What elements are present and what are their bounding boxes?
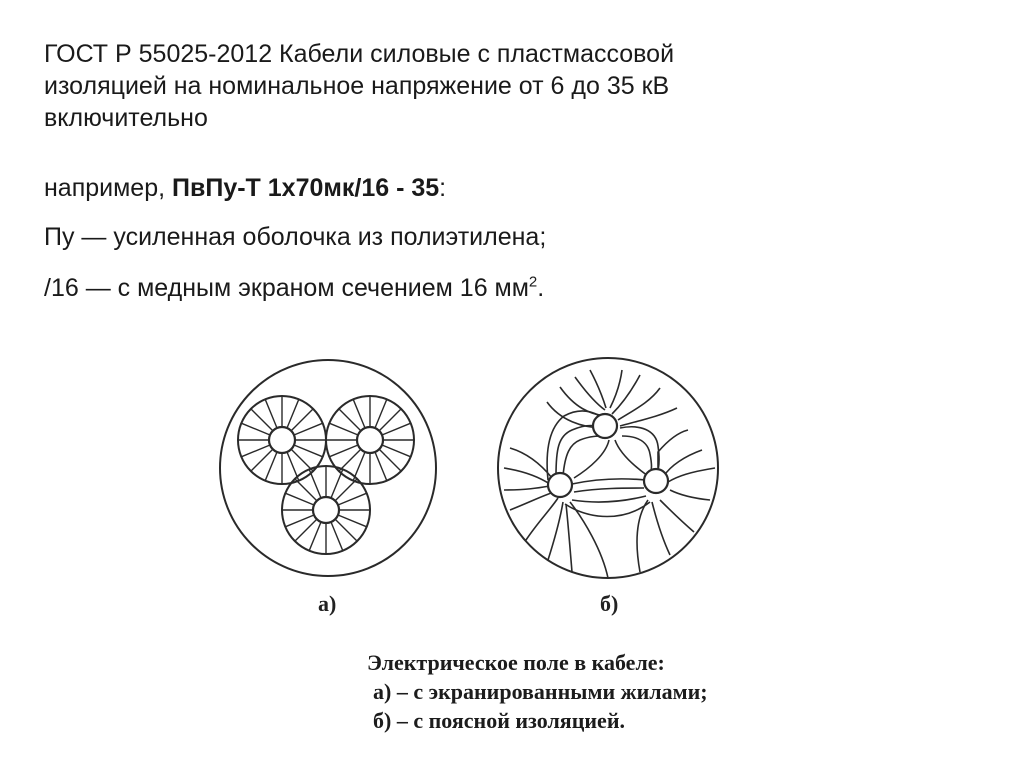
field-ray: [331, 469, 343, 498]
conductor: [313, 497, 339, 523]
field-ray: [338, 515, 367, 527]
example-suffix: :: [439, 174, 447, 202]
title-line-1: ГОСТ Р 55025-2012 Кабели силовые с пластмассовой: [44, 40, 675, 68]
example-prefix: например,: [44, 174, 173, 202]
screen-end: .: [537, 274, 545, 302]
field-ray: [265, 452, 277, 481]
screen-text: /16 — с медным экраном сечением 16 мм: [44, 274, 529, 302]
field-ray: [339, 409, 361, 431]
conductor: [269, 427, 295, 453]
field-ray: [379, 409, 401, 431]
field-ray: [241, 423, 270, 435]
field-ray: [309, 469, 321, 498]
field-ray: [285, 493, 314, 505]
definition-screen: [44, 273, 544, 303]
field-ray: [309, 522, 321, 551]
title-line-2: изоляцией на номинальное напряжение от 6 до 35 кВ: [44, 72, 670, 100]
field-ray: [382, 445, 411, 457]
field-ray: [339, 449, 361, 471]
field-ray: [329, 423, 358, 435]
field-ray: [294, 445, 323, 457]
cable-diagram-a: [220, 360, 436, 576]
field-ray: [287, 399, 299, 428]
caption-line-1: Электрическое поле в кабеле:: [367, 650, 665, 675]
field-ray: [353, 399, 365, 428]
page-title: [44, 38, 974, 134]
screened-core: [326, 396, 414, 484]
field-ray: [375, 452, 387, 481]
field-ray: [241, 445, 270, 457]
field-ray: [335, 479, 357, 501]
figure-label-a: а): [318, 591, 337, 616]
field-ray: [338, 493, 367, 505]
field-ray: [329, 445, 358, 457]
field-ray: [251, 449, 273, 471]
core-b-right: [644, 469, 668, 493]
core-b-top: [593, 414, 617, 438]
field-ray: [331, 522, 343, 551]
field-ray: [291, 409, 313, 431]
field-ray: [295, 479, 317, 501]
field-ray: [285, 515, 314, 527]
cable-code: ПвПу-Т 1х70мк/16 - 35: [172, 174, 440, 202]
definition-pu: Пу — усиленная оболочка из полиэтилена;: [44, 223, 547, 251]
caption-line-3: б) – с поясной изоляцией.: [373, 708, 626, 733]
core-b-left: [548, 473, 572, 497]
field-ray: [251, 409, 273, 431]
field-ray: [375, 399, 387, 428]
field-ray: [382, 423, 411, 435]
field-ray: [295, 519, 317, 541]
cable-b-sheath: [498, 358, 718, 578]
field-ray: [294, 423, 323, 435]
caption-line-2: а) – с экранированными жилами;: [373, 679, 708, 704]
conductor: [357, 427, 383, 453]
cable-field-figure: [210, 350, 730, 590]
field-ray: [291, 449, 313, 471]
field-ray: [265, 399, 277, 428]
example-line: [44, 173, 446, 203]
field-ray: [335, 519, 357, 541]
screened-core: [238, 396, 326, 484]
cable-diagram-b: [498, 358, 718, 578]
screened-core: [282, 466, 370, 554]
field-ray: [379, 449, 401, 471]
figure-caption: [367, 648, 708, 735]
screen-superscript: 2: [528, 273, 538, 291]
title-line-3: включительно: [44, 104, 208, 132]
figure-label-b: б): [600, 591, 619, 616]
